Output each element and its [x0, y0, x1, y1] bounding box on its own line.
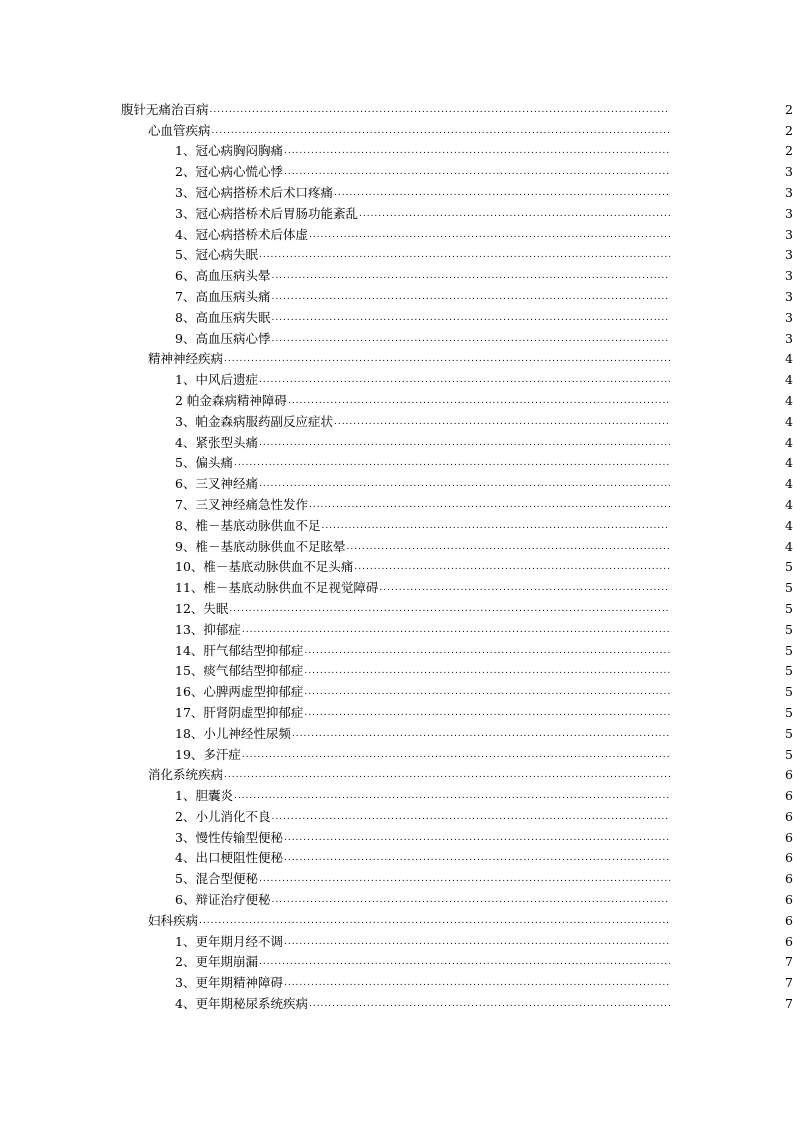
toc-entry-page-number[interactable]: 3	[785, 268, 793, 284]
toc-entry-title[interactable]: 5、混合型便秘	[175, 871, 258, 887]
toc-entry[interactable]	[0, 387, 793, 408]
toc-entry[interactable]	[0, 969, 793, 990]
toc-dot-leader	[259, 955, 670, 969]
toc-dot-leader	[242, 748, 670, 762]
toc-entry-title[interactable]: 4、冠心病搭桥术后体虚	[175, 226, 308, 242]
toc-entry-page-number[interactable]: 5	[785, 704, 793, 720]
toc-entry-page-number[interactable]: 5	[785, 725, 793, 741]
toc-dot-leader	[224, 352, 670, 366]
toc-entry-title[interactable]: 妇科疾病	[148, 912, 199, 928]
toc-entry-page-number[interactable]: 7	[785, 954, 793, 970]
toc-dot-leader	[304, 644, 670, 658]
toc-entry[interactable]	[0, 138, 793, 159]
toc-entry-page-number[interactable]: 3	[785, 184, 793, 200]
toc-entry-page-number[interactable]: 3	[785, 247, 793, 263]
toc-dot-leader	[210, 103, 670, 117]
toc-entry-title[interactable]: 5、偏头痛	[175, 455, 233, 471]
toc-dot-leader	[259, 872, 670, 886]
toc-entry-page-number[interactable]: 5	[785, 600, 793, 616]
toc-dot-leader	[288, 394, 670, 408]
toc-entry-page-number[interactable]: 4	[785, 413, 793, 429]
toc-entry[interactable]	[0, 886, 793, 907]
toc-entry-page-number[interactable]: 3	[785, 226, 793, 242]
toc-entry-title[interactable]: 1、胆囊炎	[175, 788, 233, 804]
toc-dot-leader	[259, 373, 670, 387]
toc-entry-title[interactable]: 8、高血压病失眠	[175, 309, 271, 325]
toc-entry-page-number[interactable]: 7	[785, 975, 793, 991]
toc-entry-page-number[interactable]: 4	[785, 434, 793, 450]
toc-entry-title[interactable]: 7、高血压病头痛	[175, 288, 271, 304]
toc-entry-title[interactable]: 9、椎－基底动脉供血不足眩晕	[175, 538, 346, 554]
toc-dot-leader	[309, 997, 670, 1011]
toc-entry[interactable]	[0, 283, 793, 304]
toc-dot-leader	[284, 976, 670, 990]
toc-entry-page-number[interactable]: 2	[785, 101, 793, 117]
toc-entry-title[interactable]: 2、更年期崩漏	[175, 954, 258, 970]
toc-entry-title[interactable]: 5、冠心病失眠	[175, 247, 258, 263]
toc-entry-title[interactable]: 2、冠心病心慌心悸	[175, 164, 283, 180]
toc-entry-page-number[interactable]: 5	[785, 746, 793, 762]
toc-entry-page-number[interactable]: 4	[785, 372, 793, 388]
toc-entry-page-number[interactable]: 6	[785, 892, 793, 908]
toc-entry-title[interactable]: 2、小儿消化不良	[175, 808, 271, 824]
toc-entry-title[interactable]: 2 帕金森病精神障碍	[175, 392, 287, 408]
toc-entry-page-number[interactable]: 6	[785, 933, 793, 949]
toc-entry[interactable]	[0, 221, 793, 242]
toc-entry[interactable]	[0, 512, 793, 533]
toc-dot-leader	[304, 685, 670, 699]
toc-entry-title[interactable]: 3、冠心病搭桥术后术口疼痛	[175, 184, 333, 200]
toc-dot-leader	[271, 810, 670, 824]
toc-entry[interactable]	[0, 616, 793, 637]
toc-entry-page-number[interactable]: 6	[785, 829, 793, 845]
toc-entry-page-number[interactable]: 5	[785, 642, 793, 658]
toc-entry[interactable]	[0, 491, 793, 512]
toc-entry-title[interactable]: 13、抑郁症	[175, 621, 241, 637]
toc-entry-title[interactable]: 15、痰气郁结型抑郁症	[175, 663, 304, 679]
toc-dot-leader	[292, 727, 670, 741]
toc-entry-page-number[interactable]: 3	[785, 330, 793, 346]
toc-entry-page-number[interactable]: 2	[785, 143, 793, 159]
toc-dot-leader	[224, 768, 670, 782]
toc-entry-title[interactable]: 4、更年期秘尿系统疾病	[175, 996, 308, 1012]
toc-entry[interactable]	[0, 554, 793, 575]
toc-dot-leader	[259, 477, 670, 491]
toc-entry-page-number[interactable]: 3	[785, 309, 793, 325]
toc-entry-page-number[interactable]: 5	[785, 663, 793, 679]
toc-dot-leader	[379, 581, 670, 595]
toc-entry[interactable]	[0, 678, 793, 699]
toc-entry-title[interactable]: 1、中风后遗症	[175, 372, 258, 388]
toc-dot-leader	[284, 165, 670, 179]
toc-entry-page-number[interactable]: 6	[785, 788, 793, 804]
toc-entry[interactable]	[0, 242, 793, 263]
toc-dot-leader	[309, 498, 670, 512]
toc-entry-title[interactable]: 4、紧张型头痛	[175, 434, 258, 450]
toc-entry[interactable]	[0, 782, 793, 803]
toc-entry[interactable]	[0, 408, 793, 429]
toc-entry[interactable]	[0, 865, 793, 886]
toc-dot-leader	[304, 706, 670, 720]
toc-entry[interactable]	[0, 450, 793, 471]
toc-entry-page-number[interactable]: 4	[785, 351, 793, 367]
toc-entry-title[interactable]: 11、椎－基底动脉供血不足视觉障碍	[175, 580, 379, 596]
toc-entry[interactable]	[0, 928, 793, 949]
toc-entry[interactable]	[0, 262, 793, 283]
toc-dot-leader	[284, 144, 670, 158]
toc-dot-leader	[284, 935, 670, 949]
toc-entry-title[interactable]: 1、冠心病胸闷胸痛	[175, 143, 283, 159]
toc-entry-title[interactable]: 腹针无痛治百病	[121, 101, 209, 117]
toc-entry-title[interactable]: 消化系统疾病	[148, 767, 224, 783]
toc-entry-page-number[interactable]: 4	[785, 496, 793, 512]
toc-entry[interactable]	[0, 803, 793, 824]
toc-entry-title[interactable]: 精神神经疾病	[148, 351, 224, 367]
toc-entry-page-number[interactable]: 4	[785, 517, 793, 533]
toc-dot-leader	[271, 332, 670, 346]
toc-entry-title[interactable]: 6、辩证治疗便秘	[175, 892, 271, 908]
toc-entry-title[interactable]: 6、三叉神经痛	[175, 476, 258, 492]
toc-entry-page-number[interactable]: 4	[785, 455, 793, 471]
toc-entry[interactable]	[0, 720, 793, 741]
toc-entry-title[interactable]: 3、更年期精神障碍	[175, 975, 283, 991]
toc-entry[interactable]	[0, 762, 793, 783]
toc-entry-page-number[interactable]: 6	[785, 871, 793, 887]
toc-entry[interactable]	[0, 533, 793, 554]
toc-entry-title[interactable]: 14、肝气郁结型抑郁症	[175, 642, 304, 658]
toc-entry[interactable]	[0, 907, 793, 928]
toc-entry[interactable]	[0, 158, 793, 179]
toc-entry[interactable]	[0, 699, 793, 720]
toc-entry-title[interactable]: 8、椎－基底动脉供血不足	[175, 517, 321, 533]
toc-entry-page-number[interactable]: 4	[785, 476, 793, 492]
toc-entry-page-number[interactable]: 5	[785, 559, 793, 575]
toc-dot-leader	[271, 269, 670, 283]
toc-entry[interactable]	[0, 179, 793, 200]
toc-entry[interactable]	[0, 325, 793, 346]
toc-entry[interactable]	[0, 637, 793, 658]
toc-entry[interactable]	[0, 117, 793, 138]
toc-dot-leader	[234, 789, 670, 803]
toc-dot-leader	[229, 602, 670, 616]
toc-entry-title[interactable]: 12、失眠	[175, 600, 229, 616]
toc-entry-page-number[interactable]: 5	[785, 621, 793, 637]
toc-entry[interactable]	[0, 658, 793, 679]
toc-dot-leader	[271, 893, 670, 907]
toc-entry-page-number[interactable]: 6	[785, 850, 793, 866]
toc-dot-leader	[346, 540, 670, 554]
toc-entry-title[interactable]: 16、心脾两虚型抑郁症	[175, 684, 304, 700]
toc-entry[interactable]	[0, 824, 793, 845]
toc-entry[interactable]	[0, 429, 793, 450]
toc-dot-leader	[321, 519, 670, 533]
toc-entry[interactable]	[0, 990, 793, 1011]
toc-dot-leader	[271, 311, 670, 325]
toc-entry[interactable]	[0, 595, 793, 616]
toc-entry[interactable]	[0, 470, 793, 491]
toc-dot-leader	[284, 831, 670, 845]
toc-entry-title[interactable]: 3、慢性传输型便秘	[175, 829, 283, 845]
toc-entry[interactable]	[0, 366, 793, 387]
toc-entry-title[interactable]: 17、肝肾阴虚型抑郁症	[175, 704, 304, 720]
toc-entry-title[interactable]: 7、三叉神经痛急性发作	[175, 496, 308, 512]
toc-dot-leader	[309, 228, 670, 242]
toc-entry-page-number[interactable]: 3	[785, 205, 793, 221]
toc-dot-leader	[354, 560, 670, 574]
toc-entry-page-number[interactable]: 7	[785, 996, 793, 1012]
toc-entry[interactable]	[0, 200, 793, 221]
toc-dot-leader	[242, 623, 670, 637]
toc-dot-leader	[304, 664, 670, 678]
toc-entry-title[interactable]: 3、冠心病搭桥术后胃肠功能紊乱	[175, 205, 358, 221]
toc-entry[interactable]	[0, 346, 793, 367]
toc-entry-title[interactable]: 6、高血压病头晕	[175, 268, 271, 284]
toc-entry-page-number[interactable]: 3	[785, 164, 793, 180]
toc-entry-page-number[interactable]: 3	[785, 288, 793, 304]
toc-entry[interactable]	[0, 96, 793, 117]
toc-entry-title[interactable]: 4、出口梗阻性便秘	[175, 850, 283, 866]
toc-entry-title[interactable]: 心血管疾病	[148, 122, 211, 138]
toc-entry-title[interactable]: 18、小儿神经性尿频	[175, 725, 291, 741]
toc-entry-title[interactable]: 9、高血压病心悸	[175, 330, 271, 346]
toc-dot-leader	[259, 436, 670, 450]
toc-entry-page-number[interactable]: 5	[785, 580, 793, 596]
toc-entry[interactable]	[0, 845, 793, 866]
toc-entry-title[interactable]: 10、椎－基底动脉供血不足头痛	[175, 559, 354, 575]
toc-dot-leader	[212, 124, 670, 138]
toc-dot-leader	[234, 456, 670, 470]
toc-entry[interactable]	[0, 949, 793, 970]
toc-entry-page-number[interactable]: 2	[785, 122, 793, 138]
toc-dot-leader	[271, 290, 670, 304]
toc-entry-title[interactable]: 3、帕金森病服药副反应症状	[175, 413, 333, 429]
table-of-contents	[0, 96, 793, 1011]
toc-dot-leader	[284, 851, 670, 865]
toc-dot-leader	[334, 415, 670, 429]
toc-entry-page-number[interactable]: 6	[785, 808, 793, 824]
toc-dot-leader	[334, 186, 670, 200]
toc-dot-leader	[199, 914, 670, 928]
toc-dot-leader	[259, 248, 670, 262]
toc-entry-title[interactable]: 19、多汗症	[175, 746, 241, 762]
toc-entry-page-number[interactable]: 5	[785, 684, 793, 700]
toc-entry-page-number[interactable]: 4	[785, 538, 793, 554]
toc-entry-page-number[interactable]: 4	[785, 392, 793, 408]
toc-entry-title[interactable]: 1、更年期月经不调	[175, 933, 283, 949]
toc-dot-leader	[359, 207, 670, 221]
toc-entry[interactable]	[0, 741, 793, 762]
toc-entry[interactable]	[0, 574, 793, 595]
toc-entry[interactable]	[0, 304, 793, 325]
toc-entry-page-number[interactable]: 6	[785, 912, 793, 928]
toc-entry-page-number[interactable]: 6	[785, 767, 793, 783]
